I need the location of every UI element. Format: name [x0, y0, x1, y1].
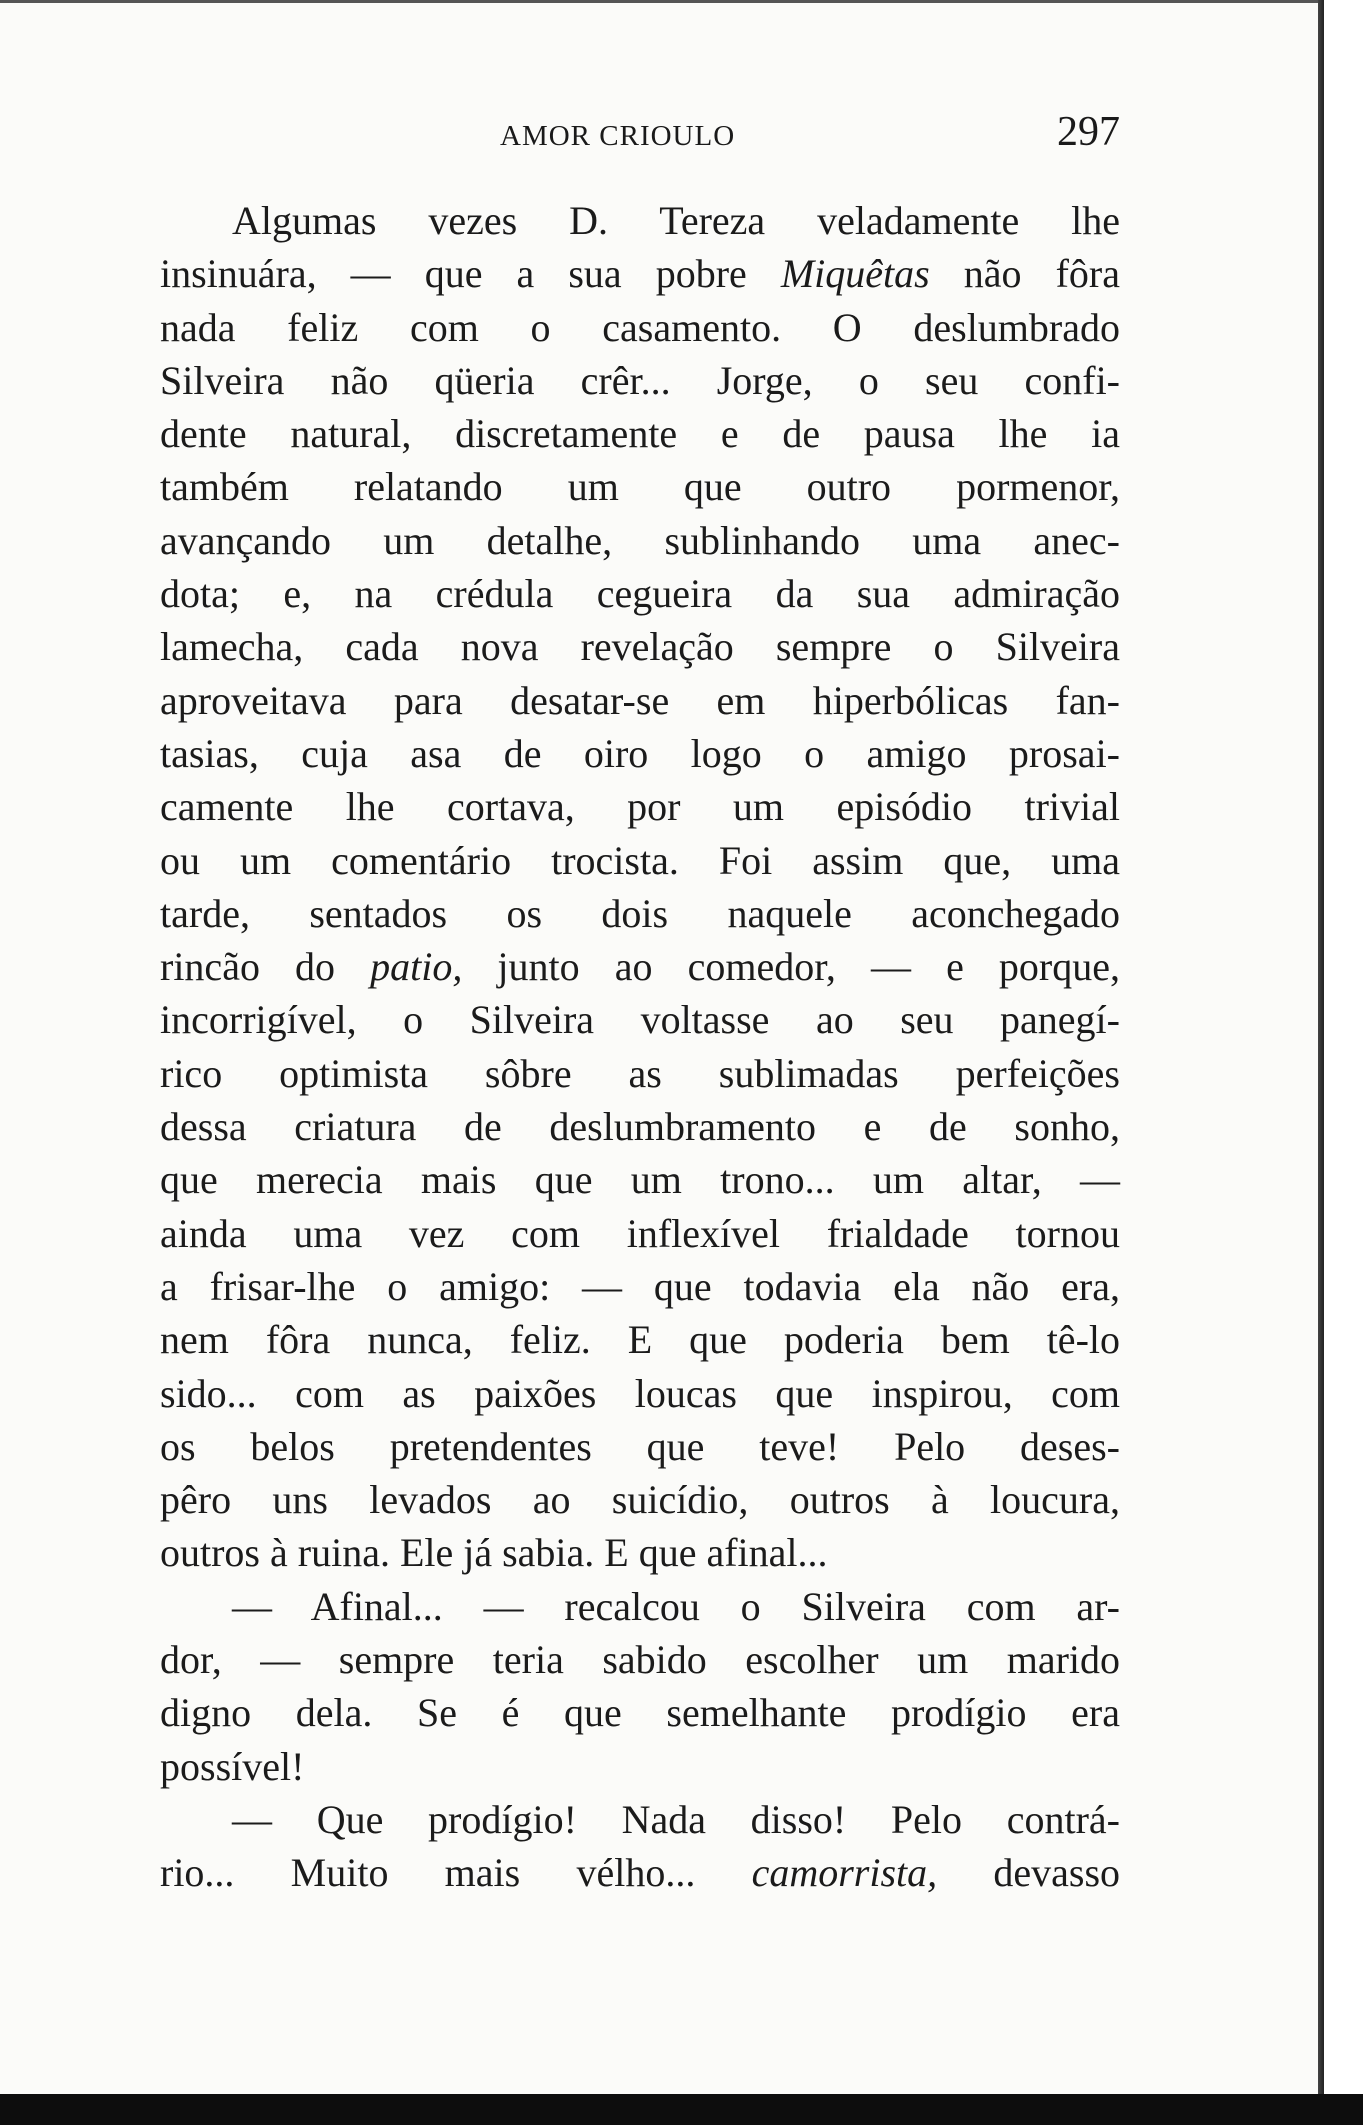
line-text: incorrigível, o Silveira voltasse ao seu panegí-	[160, 997, 1120, 1043]
line-text: — Que prodígio! Nada disso! Pelo contrá-	[232, 1796, 1120, 1842]
text-line	[160, 354, 1120, 407]
line-text: Silveira não qüeria crêr... Jorge, o seu confi-	[160, 357, 1120, 403]
line-italic-text: patio,	[370, 944, 463, 990]
line-text: outros à ruina. Ele já sabia. E que afinal...	[160, 1530, 828, 1576]
text-line	[160, 301, 1120, 354]
line-text: — Afinal... — recalcou o Silveira com ar-	[232, 1583, 1120, 1629]
line-text: os belos pretendentes que teve! Pelo deses-	[160, 1423, 1120, 1469]
text-line	[160, 247, 1120, 300]
line-text: lamecha, cada nova revelação sempre o Silveira	[160, 624, 1120, 670]
text-line	[160, 1580, 1120, 1633]
line-text: sido... com as paixões loucas que inspirou, com	[160, 1370, 1120, 1416]
scan-edge-top	[0, 0, 1363, 3]
text-line	[160, 1313, 1120, 1366]
line-text: aproveitava para desatar-se em hiperbólicas fan-	[160, 677, 1120, 723]
text-line	[160, 407, 1120, 460]
line-text: que merecia mais que um trono... um altar, —	[160, 1157, 1120, 1203]
line-text: ou um comentário trocista. Foi assim que, uma	[160, 837, 1120, 883]
text-line	[160, 1740, 1120, 1793]
body-text	[160, 194, 1120, 1900]
line-text: digno dela. Se é que semelhante prodígio era	[160, 1690, 1120, 1736]
text-line	[160, 727, 1120, 780]
scan-margin-right	[1324, 0, 1363, 2125]
text-line	[160, 1207, 1120, 1260]
running-title: AMOR CRIOULO	[500, 120, 736, 152]
text-line	[160, 1047, 1120, 1100]
line-text: a frisar-lhe o amigo: — que todavia ela não era,	[160, 1263, 1120, 1309]
text-line	[160, 514, 1120, 567]
line-text: avançando um detalhe, sublinhando uma anec-	[160, 517, 1120, 563]
text-line	[160, 1793, 1120, 1846]
text-line	[160, 1686, 1120, 1739]
scan-edge-bottom	[0, 2094, 1363, 2125]
text-line	[160, 1367, 1120, 1420]
line-text: Algumas vezes D. Tereza veladamente lhe	[232, 198, 1120, 243]
line-text: dente natural, discretamente e de pausa lhe ia	[160, 411, 1120, 457]
text-line	[160, 940, 1120, 993]
text-line	[160, 1260, 1120, 1313]
line-text: rico optimista sôbre as sublimadas perfeições	[160, 1050, 1120, 1096]
text-line	[160, 567, 1120, 620]
text-line	[160, 1100, 1120, 1153]
text-line	[160, 1633, 1120, 1686]
line-text: ainda uma vez com inflexível frialdade tornou	[160, 1210, 1120, 1256]
text-line	[160, 834, 1120, 887]
line-text: nada feliz com o casamento. O deslumbrado	[160, 304, 1120, 350]
line-text: insinuára, — que a sua pobre	[160, 251, 781, 297]
line-text: não fôra	[929, 251, 1120, 297]
text-line	[160, 194, 1120, 247]
text-line	[160, 887, 1120, 940]
line-text: dota; e, na crédula cegueira da sua admiração	[160, 571, 1120, 617]
line-text: também relatando um que outro pormenor,	[160, 464, 1120, 510]
line-text: tasias, cuja asa de oiro logo o amigo prosai-	[160, 730, 1120, 776]
line-text: tarde, sentados os dois naquele aconchegado	[160, 890, 1120, 936]
text-line	[160, 1846, 1120, 1899]
text-line	[160, 1473, 1120, 1526]
line-text: rincão do	[160, 944, 371, 990]
line-text: junto ao comedor, — e porque,	[462, 944, 1120, 990]
text-line	[160, 1153, 1120, 1206]
line-text: camente lhe cortava, por um episódio trivial	[160, 784, 1120, 830]
text-line	[160, 780, 1120, 833]
line-text: rio... Muito mais vélho...	[160, 1850, 752, 1896]
line-text: devasso	[937, 1850, 1121, 1896]
text-line	[160, 1420, 1120, 1473]
text-line	[160, 1526, 1120, 1579]
page-number: 297	[1057, 109, 1120, 155]
line-italic-text: Miquêtas	[780, 251, 930, 297]
text-line	[160, 993, 1120, 1046]
line-text: possível!	[160, 1743, 305, 1789]
text-line	[160, 460, 1120, 513]
line-text: dor, — sempre teria sabido escolher um marido	[160, 1637, 1120, 1683]
line-italic-text: camorrista,	[751, 1850, 938, 1896]
line-text: pêro uns levados ao suicídio, outros à loucura,	[160, 1477, 1120, 1523]
line-text: dessa criatura de deslumbramento e de sonho,	[160, 1104, 1120, 1150]
text-line	[160, 620, 1120, 673]
text-line	[160, 674, 1120, 727]
running-head	[160, 108, 1120, 168]
line-text: nem fôra nunca, feliz. E que poderia bem tê-lo	[160, 1317, 1120, 1363]
